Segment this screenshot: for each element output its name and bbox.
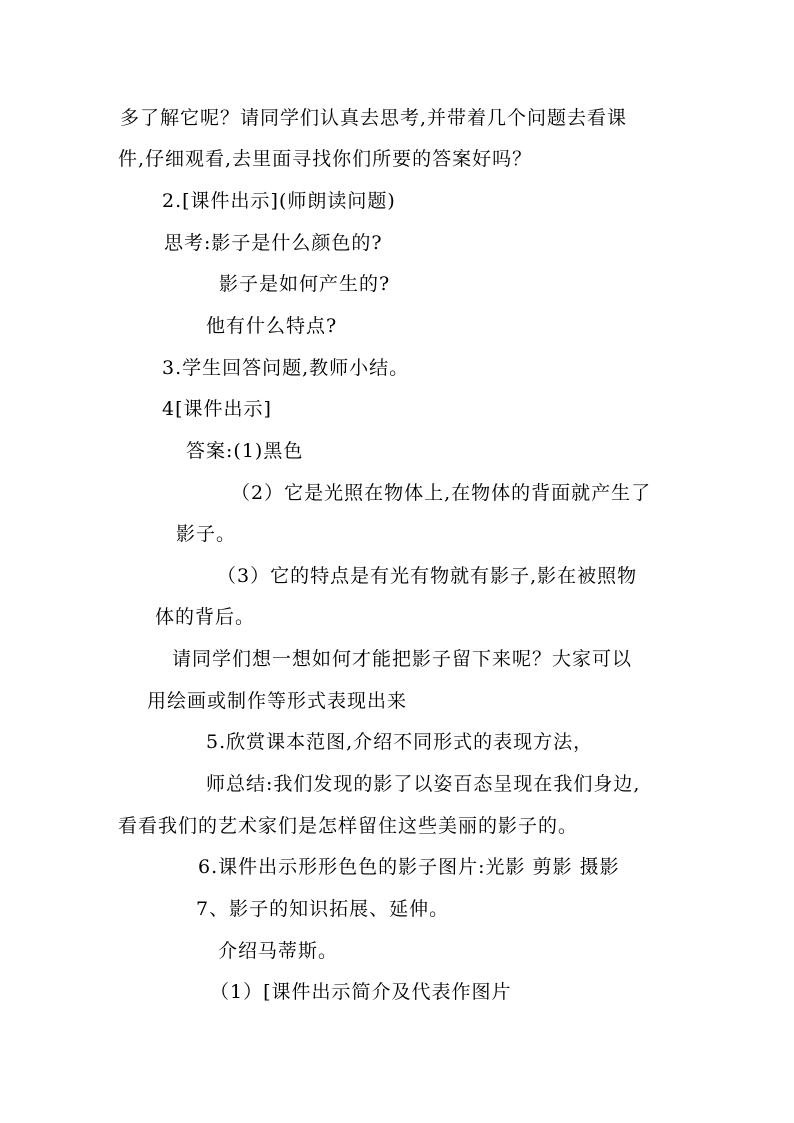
text-line-1: 多了解它呢？请同学们认真去思考,并带着几个问题去看课 xyxy=(120,107,628,129)
text-line-11: 影子。 xyxy=(176,523,237,545)
text-line-8: 4[课件出示] xyxy=(162,398,272,420)
text-line-7: 3.学生回答问题,教师小结。 xyxy=(162,357,410,379)
text-line-22: （1）[课件出示简介及代表作图片 xyxy=(210,981,512,1003)
text-line-19: 6.课件出示形形色色的影子图片:光影 剪影 摄影 xyxy=(198,856,620,878)
text-line-3: 2.[课件出示](师朗读问题) xyxy=(162,190,396,212)
text-line-9: 答案:(1)黑色 xyxy=(186,440,304,462)
text-line-16: 5.欣赏课本范图,介绍不同形式的表现方法， xyxy=(206,731,594,753)
text-line-5: 影子是如何产生的? xyxy=(219,273,391,295)
text-line-10: （2）它是光照在物体上,在物体的背面就产生了 xyxy=(231,482,652,504)
text-line-15: 用绘画或制作等形式表现出来 xyxy=(147,690,408,712)
text-line-4: 思考:影子是什么颜色的? xyxy=(164,232,383,254)
text-line-6: 他有什么特点? xyxy=(206,315,338,337)
text-line-12: （3）它的特点是有光有物就有影子,影在被照物 xyxy=(217,565,638,587)
text-line-20: 7、影子的知识拓展、延伸。 xyxy=(196,898,450,920)
text-line-17: 师总结:我们发现的影了以姿百态呈现在我们身边, xyxy=(206,773,641,795)
text-line-18: 看看我们的艺术家们是怎样留住这些美丽的影子的。 xyxy=(118,815,579,837)
text-line-13: 体的背后。 xyxy=(155,606,256,628)
text-line-21: 介绍马蒂斯。 xyxy=(218,940,339,962)
text-line-2: 件,仔细观看,去里面寻找你们所要的答案好吗？ xyxy=(118,148,533,170)
text-line-14: 请同学们想一想如何才能把影子留下来呢？大家可以 xyxy=(172,648,633,670)
